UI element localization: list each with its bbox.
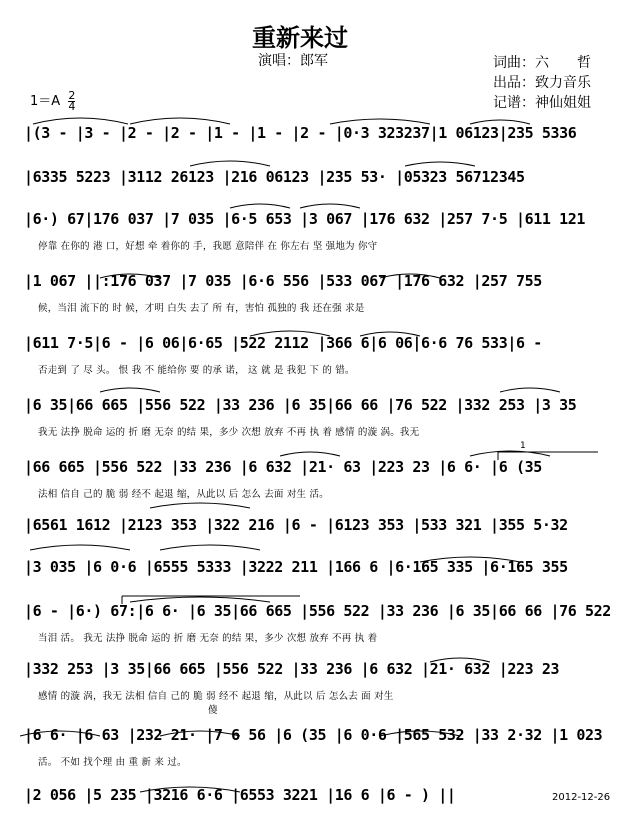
notation-row: |6·) 67|176 037 |7 035 |6·5 653 |3 067 |176 632 |257 7·5 |611 121	[24, 210, 585, 228]
lyric-line: 停靠 在你的 港 口，好想 牵 着你的 手，我愿 意陪伴 在 你左右 坚 强地为 你守	[38, 241, 378, 252]
notation-row: |3 035 |6 0·6 |6555 5333 |3222 211 |166 6 |6·165 335 |6·165 355	[24, 558, 568, 576]
notation-row: |2 056 |5 235 |3216 6·6 |6553 3221 |16 6 |6 - ) ||	[24, 786, 456, 804]
notation-row: |6335 5223 |3112 26123 |216 06123 |235 53· |05323 56712345	[24, 168, 525, 186]
lyric-line: 活。 不如 找个理 由 重 新 来 过。	[38, 757, 187, 768]
lyric-line: 我无 法挣 脱命 运的 折 磨 无奈 的结 果，多少 次想 放弃 不再 执 着 感情 的漩 涡。我无	[38, 427, 420, 438]
time-signature-bottom: 4	[68, 100, 76, 113]
notation-row: |(3 - |3 - |2 - |2 - |1 - |1 - |2 - |0·3 323237|1 06123|235 5336	[24, 124, 577, 142]
lyric-line: 感情 的漩 涡，我无 法相 信自 己的 脆 弱 经不 起退 缩，从此以 后 怎么去 面 对生	[38, 691, 394, 702]
notation-row: |1 067 ||:176 037 |7 035 |6·6 556 |533 067 |176 632 |257 755	[24, 272, 542, 290]
notation-row: |6 - |6·) 67:|6 6· |6 35|66 665 |556 522 |33 236 |6 35|66 66 |76 522	[24, 602, 611, 620]
lyric-line: 当泪 活。 我无 法挣 脱命 运的 折 磨 无奈 的结 果，多少 次想 放弃 不再 执 着	[38, 633, 378, 644]
transcriber-credit: 记谱：神仙姐姐	[493, 95, 591, 111]
lyric-line: 否走到 了 尽 头。 恨 我 不 能给你 要 的承 诺， 这 就 是 我犯 下 的 错。	[38, 365, 355, 376]
lyricist-composer-credit: 词曲：六 哲	[493, 55, 591, 71]
singer-credit: 演唱：郎军	[258, 53, 328, 69]
notation-row: |6 6· |6 63 |232 21· |7 6 56 |6 (35 |6 0·6 |565 532 |33 2·32 |1 023	[24, 726, 603, 744]
lyric-extra: 傻	[208, 705, 218, 716]
lyric-line: 候，当泪 流下的 时 候，才明 白失 去了 所 有，害怕 孤独的 我 还在强 求是	[38, 303, 365, 314]
time-signature-top: 2	[68, 89, 76, 102]
publisher-credit: 出品：致力音乐	[493, 75, 591, 91]
notation-row: |6561 1612 |2123 353 |322 216 |6 - |6123 353 |533 321 |355 5·32	[24, 516, 568, 534]
volta-number: 1	[520, 441, 526, 451]
key-label: 1＝A	[30, 94, 61, 109]
transcription-date: 2012-12-26	[552, 792, 611, 803]
notation-row: |611 7·5|6 - |6 06|6·65 |522 2112 |366 6|6 06|6·6 76 533|6 -	[24, 334, 542, 352]
notation-row: |6 35|66 665 |556 522 |33 236 |6 35|66 66 |76 522 |332 253 |3 35	[24, 396, 577, 414]
song-title: 重新来过	[252, 24, 348, 52]
notation-row: |332 253 |3 35|66 665 |556 522 |33 236 |6 632 |21· 632 |223 23	[24, 660, 560, 678]
lyric-line: 法相 信自 己的 脆 弱 经不 起退 缩，从此以 后 怎么 去面 对生 活。	[38, 489, 329, 500]
notation-row: |66 665 |556 522 |33 236 |6 632 |21· 63 |223 23 |6 6· |6 (35	[24, 458, 542, 476]
